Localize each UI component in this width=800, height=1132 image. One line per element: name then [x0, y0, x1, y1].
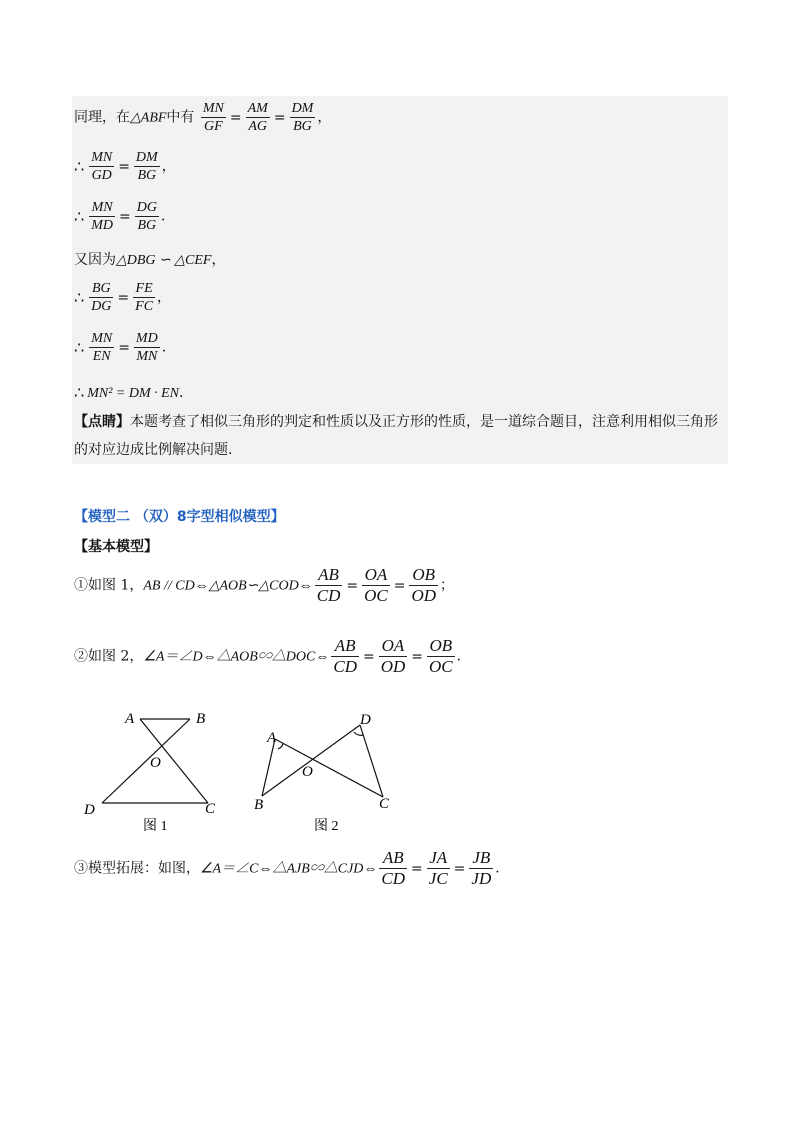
fraction: $\frac{AB}{CD}$ — [316, 565, 341, 605]
triangle-abf: △ABF — [130, 110, 167, 126]
segment-db — [262, 725, 360, 796]
label-b: B — [254, 797, 264, 813]
fraction: $\frac{DG}{BG}$ — [136, 200, 157, 233]
fraction: $\frac{MN}{GD}$ — [91, 150, 113, 183]
fraction: $\frac{OA}{OD}$ — [380, 636, 406, 676]
fraction: $\frac{MN}{MD}$ — [91, 200, 113, 233]
therefore-symbol: ∴ — [74, 287, 85, 307]
caption-1: 图 1 — [143, 819, 168, 834]
label-c: C — [205, 801, 216, 817]
label-d: D — [360, 712, 371, 728]
fraction: $\frac{MD}{MN}$ — [135, 331, 158, 364]
model-item-1: ①如图 1，AB // CD⇔△AOB∽△COD⇔ $\frac{AB}{CD}$ = $\frac{OA}{OC}$ = $\frac{OB}{OD}$ ； — [74, 565, 455, 605]
figure-2-diagram — [248, 705, 408, 835]
fraction: $\frac{MN}{GF}$ — [202, 101, 224, 134]
solution-line-1: 同理，在△ABF中有 $\frac{MN}{GF}$ = $\frac{AM}{AG}$ = $\frac{DM}{BG}$ ， — [74, 101, 332, 134]
remark — [74, 408, 726, 464]
fraction: $\frac{OA}{OC}$ — [364, 565, 388, 605]
caption-2: 图 2 — [314, 819, 339, 834]
angle-a-mark — [278, 744, 283, 749]
label-a: A — [267, 730, 277, 746]
fraction: $\frac{AM}{AG}$ — [247, 101, 268, 134]
remark-text: 本题考查了相似三角形的判定和性质以及正方形的性质，是一道综合题目，注意利用相似三角形的对应边成比例解决问题. — [74, 414, 718, 458]
figure-2 — [248, 705, 408, 839]
text: 同理，在 — [74, 109, 130, 126]
therefore-symbol: ∴ — [74, 206, 85, 226]
model-item-2: ②如图 2，∠A＝∠D⇔△AOB∽△DOC⇔ $\frac{AB}{CD}$ = $\frac{OA}{OD}$ = $\frac{OB}{OC}$ ． — [74, 636, 471, 676]
similarity-statement: △DBG ∽ △CEF — [116, 253, 212, 268]
fraction: $\frac{JA}{JC}$ — [428, 848, 448, 888]
label-c: C — [379, 796, 390, 812]
fraction: $\frac{FE}{FC}$ — [135, 281, 154, 314]
fraction: $\frac{JB}{JD}$ — [471, 848, 492, 888]
solution-line-6: ∴ $\frac{MN}{EN}$ = $\frac{MD}{MN}$ ． — [74, 331, 176, 364]
label-a: A — [125, 711, 135, 727]
therefore-symbol: ∴ — [74, 156, 85, 176]
fraction: $\frac{AB}{CD}$ — [333, 636, 357, 676]
fraction: $\frac{DM}{BG}$ — [135, 150, 158, 183]
equation: MN² = DM · EN — [87, 386, 179, 401]
fraction: $\frac{AB}{CD}$ — [381, 848, 406, 888]
label-o: O — [302, 764, 313, 780]
therefore-symbol: ∴ — [74, 337, 85, 357]
solution-line-3: ∴ $\frac{MN}{MD}$ = $\frac{DG}{BG}$ ． — [74, 200, 175, 233]
text: 又因为 — [74, 252, 116, 268]
model-item-3: ③模型拓展：如图，∠A＝∠C⇔△AJB∽△CJD⇔ $\frac{AB}{CD}$ = $\frac{JA}{JC}$ = $\frac{JB}{JD}$ ． — [74, 848, 510, 888]
label-o: O — [150, 755, 161, 771]
therefore-symbol: ∴ — [74, 383, 85, 402]
angle-d-mark — [354, 732, 363, 735]
text: 中有 — [166, 109, 195, 126]
solution-line-2: ∴ $\frac{MN}{GD}$ = $\frac{DM}{BG}$ ， — [74, 150, 176, 183]
remark-label: 【点睛】 — [74, 414, 130, 430]
fraction: $\frac{BG}{DG}$ — [91, 281, 112, 314]
solution-line-5: ∴ $\frac{BG}{DG}$ = $\frac{FE}{FC}$ ， — [74, 281, 172, 314]
figure-1-diagram — [75, 705, 235, 835]
fraction: $\frac{DM}{BG}$ — [291, 101, 314, 134]
label-b: B — [196, 711, 206, 727]
fraction: $\frac{OB}{OD}$ — [411, 565, 437, 605]
section-title: 【模型二 （双）8字型相似模型】 — [74, 509, 285, 525]
fraction: $\frac{MN}{EN}$ — [91, 331, 113, 364]
label-d: D — [84, 802, 95, 818]
solution-line-7: ∴ MN² = DM · EN． — [74, 383, 193, 402]
solution-line-4: 又因为△DBG ∽ △CEF， — [74, 252, 226, 268]
fraction: $\frac{OB}{OC}$ — [429, 636, 453, 676]
segment-bd — [102, 719, 190, 803]
figure-1 — [75, 705, 235, 839]
section-subtitle: 【基本模型】 — [74, 539, 158, 555]
